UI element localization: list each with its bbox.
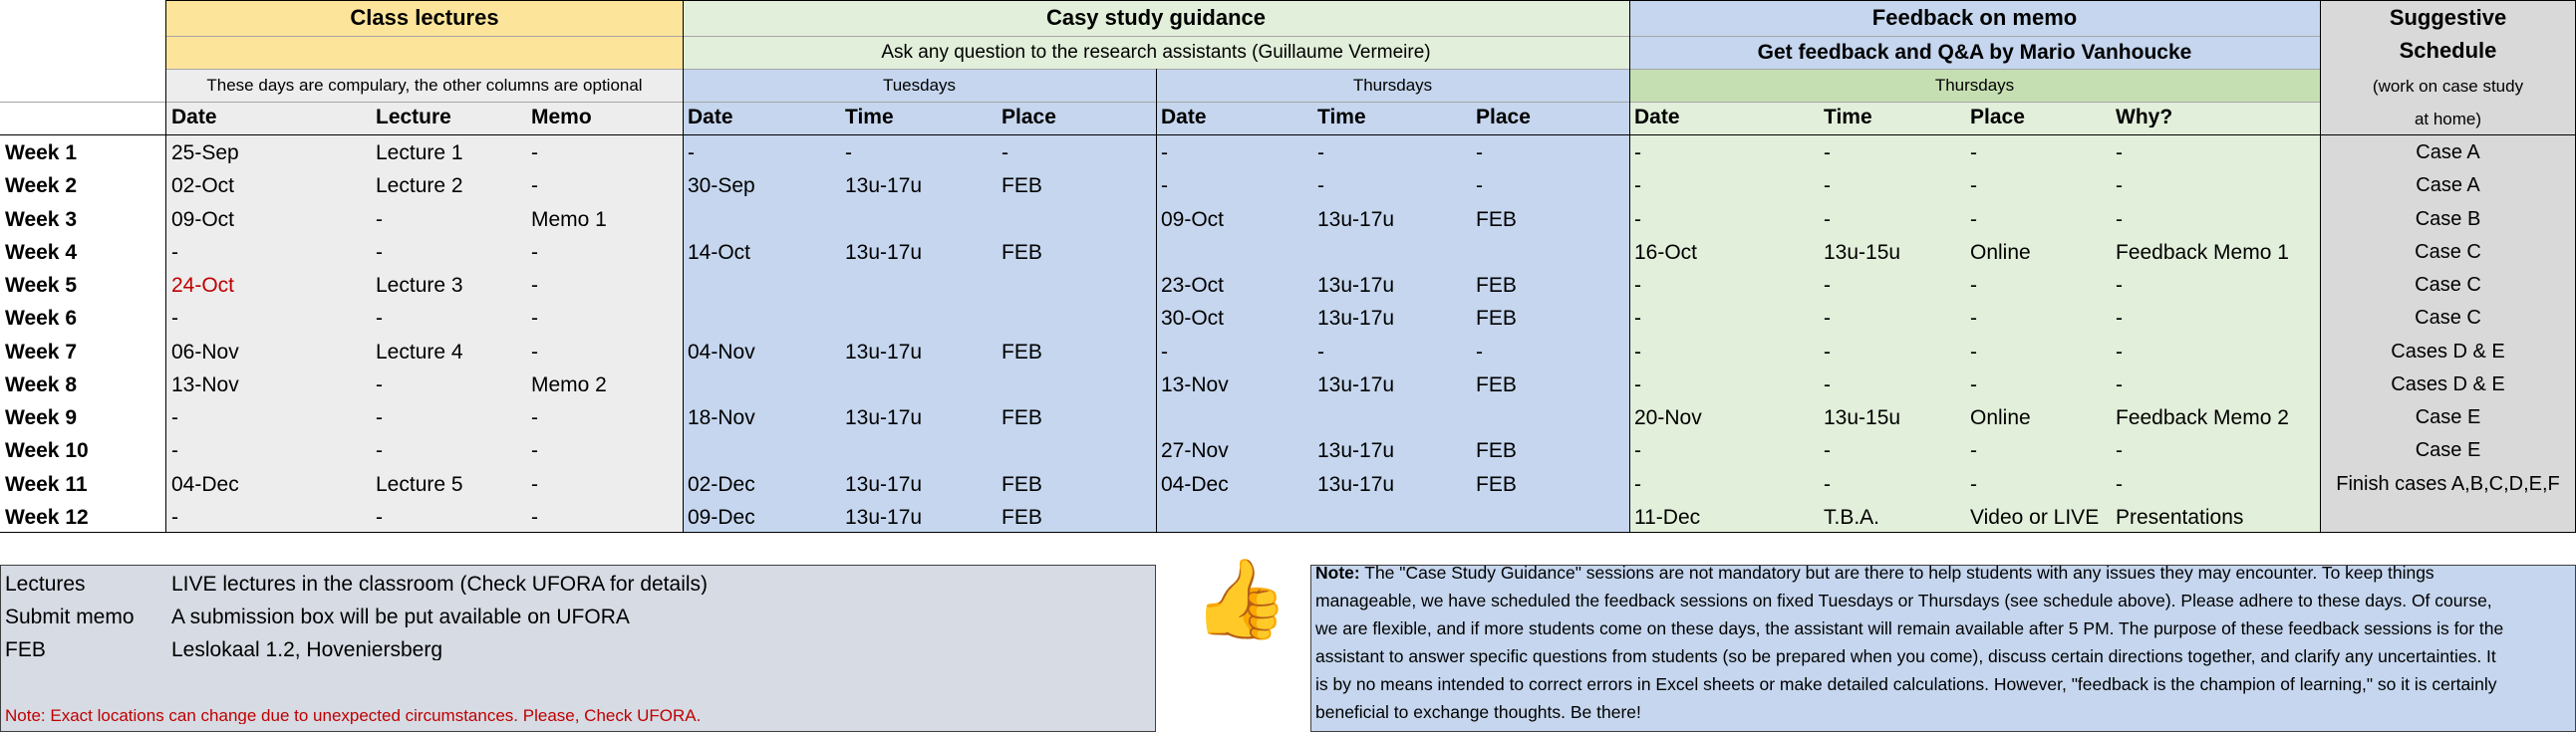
header-schedule: Schedule <box>2399 40 2497 63</box>
cell-f-time: 13u-15u <box>1824 241 1901 263</box>
cell-memo: - <box>531 308 538 330</box>
cell-f-date: 11-Dec <box>1634 506 1701 528</box>
note-line-4: assistant to answer specific questions from students (so be prepared when you come), discuss certain directions together, and clarify any uncertainties. It <box>1315 648 2496 666</box>
col-fb-place: Place <box>1970 107 2025 127</box>
cell-case: Case A <box>2416 142 2480 162</box>
legend-desc: Leslokaal 1.2, Hoveniersberg <box>171 639 442 660</box>
cell-f-date: 20-Nov <box>1634 407 1702 428</box>
cell-memo: Memo 1 <box>531 208 607 230</box>
cell-week: Week 11 <box>5 473 88 495</box>
cell-f-time: - <box>1824 175 1831 197</box>
cell-f-date: - <box>1634 142 1641 163</box>
header-ask: Ask any question to the research assistants (Guillaume Vermeire) <box>683 36 1629 69</box>
cell-week: Week 5 <box>5 275 77 296</box>
cell-date: - <box>171 407 178 428</box>
cell-memo: Memo 2 <box>531 373 607 395</box>
cell-th-time: 13u-17u <box>1317 275 1395 296</box>
cell-case: Case A <box>2416 175 2480 196</box>
header-compulsory-note: These days are compulary, the other columns are optional <box>166 69 683 102</box>
cell-t-time: 13u-17u <box>845 175 923 197</box>
cell-f-date: 16-Oct <box>1634 241 1698 263</box>
cell-f-time: - <box>1824 341 1831 363</box>
cell-t-place: FEB <box>1002 175 1042 197</box>
cell-f-date: - <box>1634 473 1641 495</box>
cell-th-time: - <box>1317 175 1324 197</box>
cell-th-place: FEB <box>1476 440 1517 462</box>
cell-f-date: - <box>1634 440 1641 462</box>
cell-f-time: - <box>1824 208 1831 230</box>
cell-lecture: Lecture 4 <box>376 341 463 363</box>
cell-f-place: - <box>1970 308 1977 330</box>
note-line-2: manageable, we have scheduled the feedback sessions on fixed Tuesdays or Thursdays (see schedule above). Please adhere to these days. Of course, <box>1315 593 2492 610</box>
cell-date: 06-Nov <box>171 341 239 363</box>
header-casy-study: Casy study guidance <box>683 0 1629 36</box>
cell-f-why: - <box>2116 341 2123 363</box>
cell-f-place: Video or LIVE <box>1970 506 2100 528</box>
cell-f-time: - <box>1824 275 1831 296</box>
cell-th-date: 30-Oct <box>1161 308 1225 330</box>
cell-f-why: - <box>2116 275 2123 296</box>
cell-date: 09-Oct <box>171 208 235 230</box>
cell-th-date: - <box>1161 142 1168 163</box>
legend-term: Submit memo <box>5 607 135 627</box>
cell-case: Case C <box>2415 308 2481 329</box>
cell-f-why: Feedback Memo 1 <box>2116 241 2289 263</box>
cell-case: Case C <box>2415 275 2481 295</box>
col-tue-time: Time <box>845 107 894 127</box>
cell-t-date: 04-Nov <box>688 341 755 363</box>
cell-t-date: 02-Dec <box>688 473 755 495</box>
cell-lecture: - <box>376 407 383 428</box>
cell-case: Finish cases A,B,C,D,E,F <box>2336 473 2560 494</box>
cell-lecture: - <box>376 208 383 230</box>
cell-week: Week 10 <box>5 440 89 462</box>
thumbs-up-icon: 👍 <box>1192 555 1289 644</box>
cell-t-time: 13u-17u <box>845 506 923 528</box>
cell-th-place: - <box>1476 142 1483 163</box>
cell-th-place: FEB <box>1476 275 1517 296</box>
cell-f-why: - <box>2116 373 2123 395</box>
col-fb-why: Why? <box>2116 107 2173 127</box>
cell-f-place: Online <box>1970 241 2031 263</box>
cell-memo: - <box>531 275 538 296</box>
cell-f-time: T.B.A. <box>1824 506 1880 528</box>
header-work-on-case: (work on case study <box>2372 78 2524 96</box>
cell-week: Week 7 <box>5 341 77 363</box>
cell-th-time: 13u-17u <box>1317 208 1395 230</box>
cell-th-date: 27-Nov <box>1161 440 1229 462</box>
cell-date: - <box>171 308 178 330</box>
header-thursdays-feedback: Thursdays <box>1629 69 2320 102</box>
cell-t-time: 13u-17u <box>845 341 923 363</box>
col-thu-date: Date <box>1161 107 1207 127</box>
cell-f-date: - <box>1634 208 1641 230</box>
cell-week: Week 2 <box>5 175 77 197</box>
cell-f-date: - <box>1634 275 1641 296</box>
cell-th-place: FEB <box>1476 473 1517 495</box>
cell-t-time: - <box>845 142 852 163</box>
cell-f-time: 13u-15u <box>1824 407 1901 428</box>
cell-t-place: FEB <box>1002 506 1042 528</box>
cell-f-time: - <box>1824 473 1831 495</box>
cell-th-place: FEB <box>1476 208 1517 230</box>
legend-term: FEB <box>5 639 46 660</box>
col-date: Date <box>171 107 217 127</box>
cell-f-time: - <box>1824 142 1831 163</box>
cell-th-time: 13u-17u <box>1317 308 1395 330</box>
cell-memo: - <box>531 341 538 363</box>
cell-memo: - <box>531 175 538 197</box>
cell-th-time: 13u-17u <box>1317 373 1395 395</box>
cell-f-place: Online <box>1970 407 2031 428</box>
cell-t-date: 09-Dec <box>688 506 755 528</box>
note-label: Note: <box>1315 565 1360 583</box>
cell-case: Cases D & E <box>2391 373 2505 394</box>
cell-f-why: - <box>2116 175 2123 197</box>
cell-lecture: - <box>376 506 383 528</box>
cell-f-time: - <box>1824 308 1831 330</box>
cell-f-why: Presentations <box>2116 506 2244 528</box>
cell-t-date: 30-Sep <box>688 175 755 197</box>
cell-t-time: 13u-17u <box>845 473 923 495</box>
cell-week: Week 1 <box>5 142 77 163</box>
cell-date: - <box>171 506 178 528</box>
cell-th-time: - <box>1317 142 1324 163</box>
legend-desc: A submission box will be put available on UFORA <box>171 607 630 627</box>
cell-t-date: 14-Oct <box>688 241 751 263</box>
cell-lecture: - <box>376 308 383 330</box>
cell-week: Week 3 <box>5 208 77 230</box>
cell-f-date: - <box>1634 341 1641 363</box>
cell-t-place: FEB <box>1002 241 1042 263</box>
cell-f-time: - <box>1824 440 1831 462</box>
cell-f-why: Feedback Memo 2 <box>2116 407 2289 428</box>
cell-case: Case E <box>2415 440 2481 461</box>
cell-th-date: 13-Nov <box>1161 373 1229 395</box>
cell-date: 13-Nov <box>171 373 239 395</box>
cell-t-place: FEB <box>1002 407 1042 428</box>
cell-lecture: Lecture 1 <box>376 142 463 163</box>
cell-f-place: - <box>1970 341 1977 363</box>
cell-f-why: - <box>2116 473 2123 495</box>
header-suggestive: Suggestive <box>2389 7 2507 30</box>
cell-week: Week 12 <box>5 506 89 528</box>
cell-week: Week 6 <box>5 308 77 330</box>
header-thursdays: Thursdays <box>1156 69 1629 102</box>
cell-date: 02-Oct <box>171 175 235 197</box>
cell-date: 24-Oct <box>171 275 235 296</box>
cell-f-place: - <box>1970 275 1977 296</box>
cell-f-why: - <box>2116 142 2123 163</box>
cell-th-date: - <box>1161 175 1168 197</box>
cell-f-why: - <box>2116 208 2123 230</box>
column-band <box>683 135 1629 532</box>
cell-f-place: - <box>1970 142 1977 163</box>
note-line-1-text: The "Case Study Guidance" sessions are not mandatory but are there to help students with any issues they may encounter. To keep things <box>1359 565 2434 583</box>
col-tue-place: Place <box>1002 107 1056 127</box>
cell-f-time: - <box>1824 373 1831 395</box>
cell-th-date: 09-Oct <box>1161 208 1225 230</box>
cell-lecture: Lecture 5 <box>376 473 463 495</box>
cell-date: 25-Sep <box>171 142 239 163</box>
cell-th-place: FEB <box>1476 308 1517 330</box>
cell-t-date: 18-Nov <box>688 407 755 428</box>
col-fb-time: Time <box>1824 107 1872 127</box>
cell-th-date: - <box>1161 341 1168 363</box>
cell-date: - <box>171 241 178 263</box>
col-thu-time: Time <box>1317 107 1366 127</box>
cell-f-why: - <box>2116 308 2123 330</box>
note-line-3: we are flexible, and if more students come on these days, the assistant will remain available after 5 PM. The purpose of these feedback sessions is for the <box>1315 620 2504 638</box>
cell-memo: - <box>531 506 538 528</box>
header-at-home: at home) <box>2414 111 2482 128</box>
cell-th-time: - <box>1317 341 1324 363</box>
cell-date: - <box>171 440 178 462</box>
col-tue-date: Date <box>688 107 733 127</box>
cell-th-date: 04-Dec <box>1161 473 1229 495</box>
header-class-lectures: Class lectures <box>166 0 683 36</box>
cell-case: Case C <box>2415 241 2481 262</box>
cell-lecture: - <box>376 373 383 395</box>
cell-f-place: - <box>1970 373 1977 395</box>
cell-lecture: Lecture 3 <box>376 275 463 296</box>
cell-f-date: - <box>1634 175 1641 197</box>
legend-term: Lectures <box>5 574 86 595</box>
cell-t-place: - <box>1002 142 1008 163</box>
cell-lecture: Lecture 2 <box>376 175 463 197</box>
cell-date: 04-Dec <box>171 473 239 495</box>
cell-t-place: FEB <box>1002 341 1042 363</box>
cell-th-date: 23-Oct <box>1161 275 1225 296</box>
cell-memo: - <box>531 440 538 462</box>
header-get-feedback: Get feedback and Q&A by Mario Vanhoucke <box>1629 36 2320 69</box>
note-line-6: beneficial to exchange thoughts. Be there! <box>1315 704 1641 722</box>
col-memo: Memo <box>531 107 592 127</box>
cell-t-place: FEB <box>1002 473 1042 495</box>
cell-memo: - <box>531 407 538 428</box>
header-class-lectures-spacer <box>166 36 683 69</box>
cell-memo: - <box>531 241 538 263</box>
cell-f-date: - <box>1634 308 1641 330</box>
cell-lecture: - <box>376 440 383 462</box>
cell-t-time: 13u-17u <box>845 241 923 263</box>
col-fb-date: Date <box>1634 107 1680 127</box>
cell-th-time: 13u-17u <box>1317 440 1395 462</box>
cell-week: Week 8 <box>5 373 77 395</box>
header-tuesdays: Tuesdays <box>683 69 1156 102</box>
cell-th-place: - <box>1476 341 1483 363</box>
col-thu-place: Place <box>1476 107 1531 127</box>
cell-f-place: - <box>1970 440 1977 462</box>
cell-week: Week 9 <box>5 407 77 428</box>
cell-f-place: - <box>1970 175 1977 197</box>
cell-t-time: 13u-17u <box>845 407 923 428</box>
col-lecture: Lecture <box>376 107 451 127</box>
cell-memo: - <box>531 473 538 495</box>
cell-th-place: FEB <box>1476 373 1517 395</box>
cell-case: Cases D & E <box>2391 341 2505 362</box>
cell-week: Week 4 <box>5 241 77 263</box>
cell-t-date: - <box>688 142 695 163</box>
cell-memo: - <box>531 142 538 163</box>
cell-f-place: - <box>1970 473 1977 495</box>
header-feedback: Feedback on memo <box>1629 0 2320 36</box>
cell-th-time: 13u-17u <box>1317 473 1395 495</box>
legend-note: Note: Exact locations can change due to unexpected circumstances. Please, Check UFORA. <box>5 707 702 724</box>
cell-f-why: - <box>2116 440 2123 462</box>
note-line-5: is by no means intended to correct errors in Excel sheets or make detailed calculations. However, "feedback is the champion of learning," so it is certainly <box>1315 676 2497 694</box>
cell-f-date: - <box>1634 373 1641 395</box>
cell-case: Case E <box>2415 407 2481 427</box>
cell-f-place: - <box>1970 208 1977 230</box>
note-line-1 <box>1315 565 2434 583</box>
cell-th-place: - <box>1476 175 1483 197</box>
cell-case: Case B <box>2415 208 2481 229</box>
legend-desc: LIVE lectures in the classroom (Check UFORA for details) <box>171 574 709 595</box>
cell-lecture: - <box>376 241 383 263</box>
